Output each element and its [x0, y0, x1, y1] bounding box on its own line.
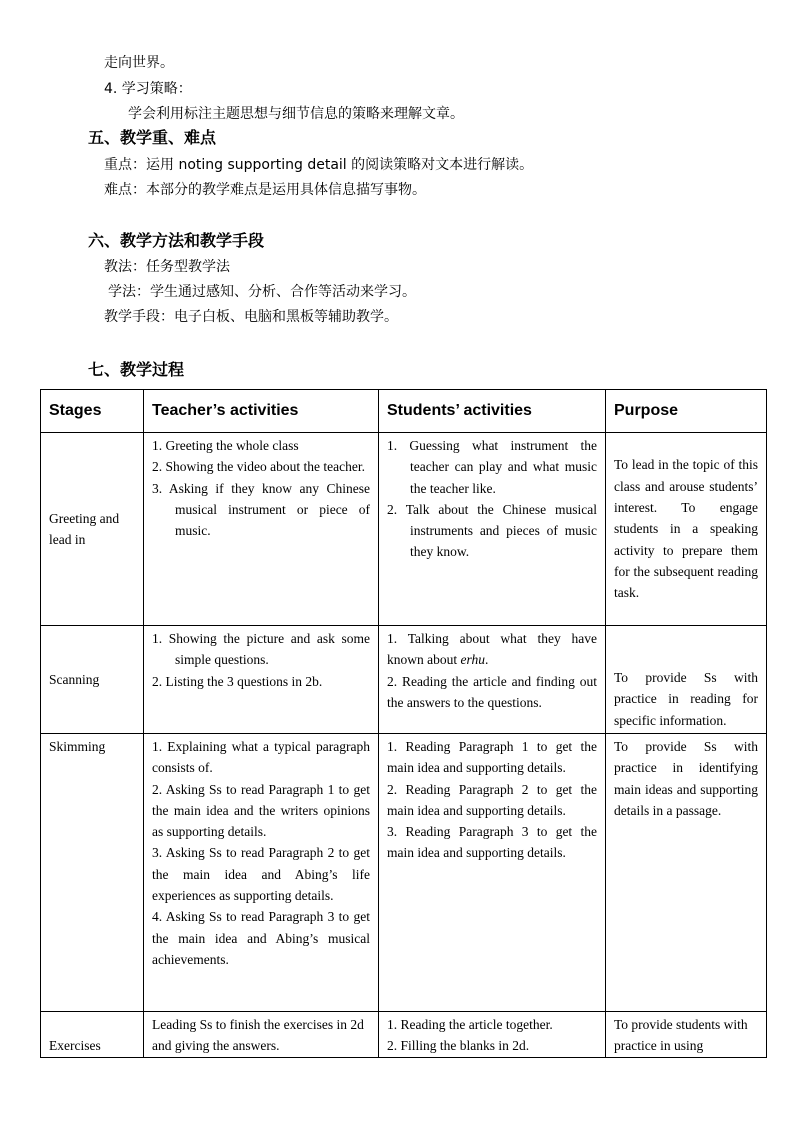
list-item: 2. Reading Paragraph 2 to get the main idea and supporting details. — [387, 781, 597, 818]
strategy-label: 4. 学习策略： — [104, 81, 192, 97]
list-item: 3. Asking if they know any Chinese musical instrument or piece of music. — [152, 480, 370, 539]
students-activities-cell — [379, 1012, 606, 1058]
teaching-means: 教学手段：电子白板、电脑和黑板等辅助教学。 — [104, 309, 398, 325]
purpose-text: To provide Ss with practice in identifying main ideas and supporting details in a passage. — [614, 739, 758, 818]
stage-label: Skimming — [49, 739, 106, 754]
teaching-method: 教法：任务型教学法 — [104, 259, 230, 275]
table-header-row — [41, 390, 767, 433]
list-item: Leading Ss to finish the exercises in 2d and giving the answers. — [152, 1017, 364, 1054]
table-row — [41, 1012, 767, 1058]
list-item — [387, 628, 597, 671]
teacher-activities-cell — [144, 433, 379, 626]
purpose-text: To provide students with practice in using — [614, 1017, 748, 1054]
list-item: 3. Asking Ss to read Paragraph 2 to get the main idea and Abing’s life experiences as supporting details. — [152, 845, 370, 904]
erhu-term: erhu — [460, 652, 486, 668]
table-row — [41, 433, 767, 626]
section-6-title: 六、教学方法和教学手段 — [88, 231, 265, 250]
stage-cell — [41, 734, 144, 1012]
teacher-activities-cell — [144, 734, 379, 1012]
list-item: 2. Asking Ss to read Paragraph 1 to get the main idea and the writers opinions as supporting details. — [152, 781, 370, 840]
header-students-activities: Students’ activities — [379, 390, 606, 433]
list-item: 4. Asking Ss to read Paragraph 3 to get the main idea and Abing’s musical achievements. — [152, 909, 370, 967]
list-item: 2. Talk about the Chinese musical instruments and pieces of music they know. — [387, 501, 597, 560]
list-item: 1. Reading the article together. — [387, 1017, 553, 1032]
header-stages: Stages — [41, 390, 144, 433]
strategy-text: 学会利用标注主题思想与细节信息的策略来理解文章。 — [128, 106, 464, 122]
list-item: 1. Guessing what instrument the teacher can play and what music the teacher like. — [387, 438, 597, 496]
key-point: 重点：运用 noting supporting detail 的阅读策略对文本进行解读。 — [104, 157, 534, 173]
list-item: 1. Reading Paragraph 1 to get the main idea and supporting details. — [387, 739, 597, 776]
list-item: 1. Greeting the whole class — [152, 438, 299, 453]
list-item: 2. Filling the blanks in 2d. — [387, 1038, 530, 1054]
learning-method: 学法：学生通过感知、分析、合作等活动来学习。 — [108, 284, 416, 300]
header-purpose: Purpose — [606, 390, 767, 433]
students-activities-cell — [379, 433, 606, 626]
teacher-activities-cell — [144, 1012, 379, 1058]
purpose-cell — [606, 734, 767, 1012]
list-item: 1. Showing the picture and ask some simple questions. — [152, 631, 370, 668]
list-item: 1. Explaining what a typical paragraph consists of. — [152, 739, 370, 776]
teacher-activities-cell — [144, 626, 379, 734]
stage-cell: Scanning — [41, 626, 144, 734]
list-item: 2. Reading the article and finding out the answers to the questions. — [387, 673, 597, 710]
list-item: 3. Reading Paragraph 3 to get the main idea and supporting details. — [387, 824, 597, 861]
stage-label: Exercises — [49, 1038, 101, 1054]
intro-line: 走向世界。 — [104, 55, 174, 71]
stage-cell — [41, 1012, 144, 1058]
section-5-title: 五、教学重、难点 — [88, 128, 217, 147]
table-row — [41, 734, 767, 1012]
purpose-cell: To provide Ss with practice in reading for specific information. — [606, 626, 767, 734]
students-text: 1. Talking about what they have known about — [387, 631, 597, 668]
purpose-cell — [606, 1012, 767, 1058]
students-activities-cell — [379, 626, 606, 734]
students-suffix: . — [485, 652, 489, 668]
purpose-cell: To lead in the topic of this class and arouse students’ interest. To engage students in a speaking activity to prepare them for the subsequent reading task. — [606, 433, 767, 626]
header-teacher-activities: Teacher’s activities — [144, 390, 379, 433]
difficulty-point: 难点：本部分的教学难点是运用具体信息描写事物。 — [104, 182, 426, 198]
teaching-process-table — [40, 389, 767, 1058]
table-row — [41, 626, 767, 734]
students-activities-cell — [379, 734, 606, 1012]
section-7-title: 七、教学过程 — [88, 360, 185, 379]
list-item: 2. Showing the video about the teacher. — [152, 459, 365, 475]
stage-cell: Greeting and lead in — [41, 433, 144, 626]
list-item: 2. Listing the 3 questions in 2b. — [152, 673, 323, 689]
